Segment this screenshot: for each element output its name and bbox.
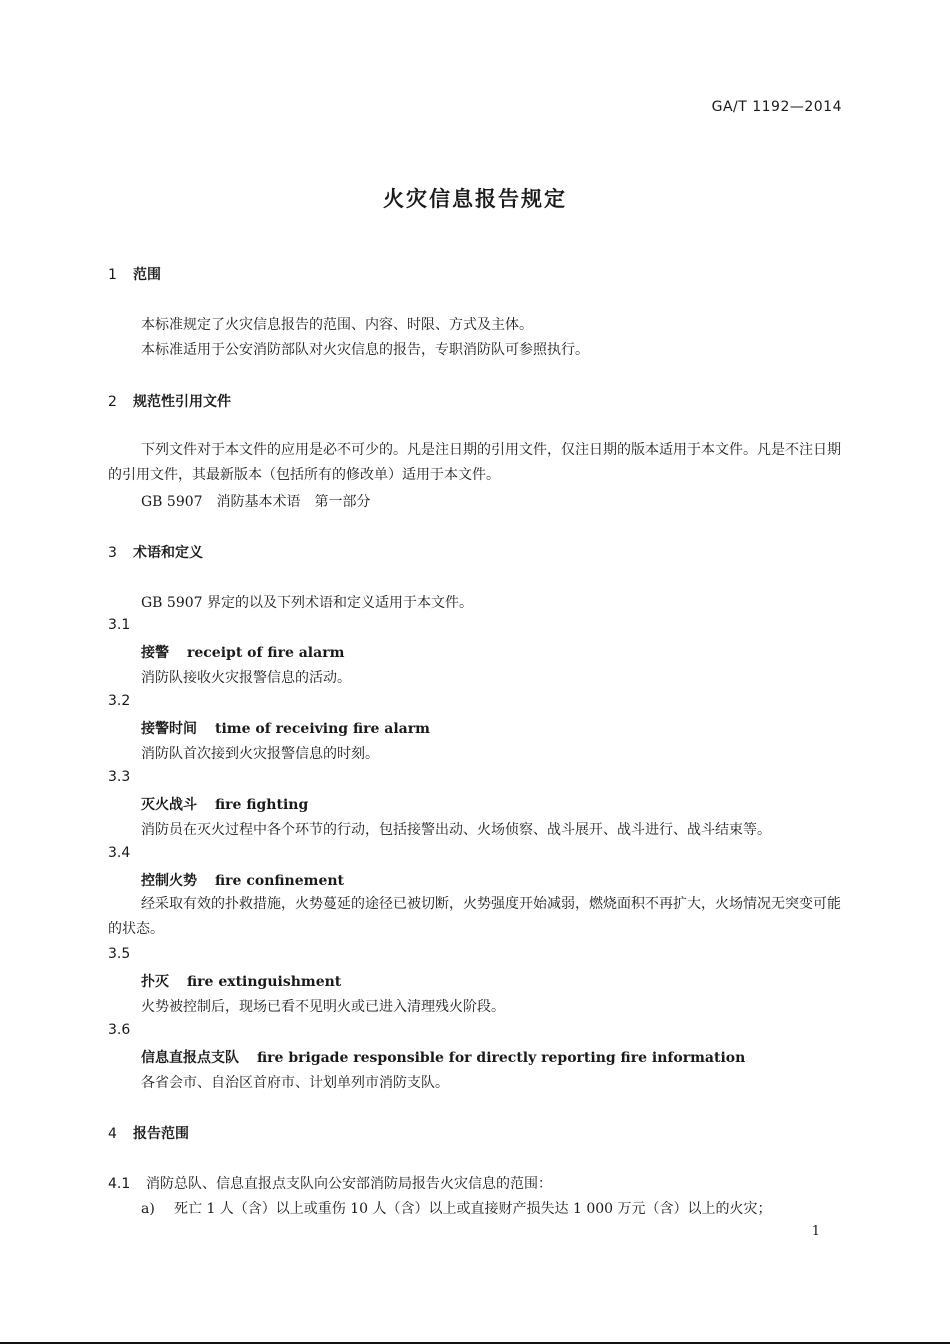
- term-zh: 灭火战斗: [141, 797, 197, 813]
- term-heading: [141, 794, 308, 814]
- clause-4-1: [108, 1173, 552, 1193]
- term-number: 3.3: [108, 769, 131, 785]
- term-number: 3.4: [108, 845, 131, 861]
- list-item-label: a): [141, 1201, 155, 1217]
- section-3-heading: [108, 542, 203, 562]
- page-title: 火灾信息报告规定: [383, 187, 567, 211]
- term-heading: [141, 1047, 745, 1067]
- standard-number: GA/T 1192—2014: [711, 99, 842, 115]
- section-number: 2: [108, 394, 117, 410]
- clause-number: 4.1: [108, 1176, 131, 1192]
- term-definition: 各省会市、自治区首府市、计划单列市消防支队。: [141, 1075, 449, 1091]
- term-definition: 经采取有效的扑救措施，火势蔓延的途径已被切断，火势强度开始减弱，燃烧面积不再扩大，火场情况无突变可能的状态。: [108, 896, 841, 937]
- term-en: receipt of fire alarm: [187, 645, 345, 661]
- term-zh: 接警: [141, 645, 169, 661]
- term-heading: [141, 642, 344, 662]
- term-heading: [141, 971, 341, 991]
- paragraph: GB 5907 界定的以及下列术语和定义适用于本文件。: [141, 595, 473, 611]
- term-number: 3.6: [108, 1022, 131, 1038]
- term-number: 3.2: [108, 693, 131, 709]
- term-definition: 消防队接收火灾报警信息的活动。: [141, 670, 351, 686]
- term-definition: 火势被控制后，现场已看不见明火或已进入清理残火阶段。: [141, 999, 505, 1015]
- section-number: 1: [108, 267, 117, 283]
- term-en: fire confinement: [215, 873, 345, 889]
- term-en: fire extinguishment: [187, 974, 342, 990]
- section-number: 3: [108, 545, 117, 561]
- section-title: 范围: [133, 267, 161, 283]
- section-title: 报告范围: [133, 1126, 189, 1142]
- paragraph: 本标准规定了火灾信息报告的范围、内容、时限、方式及主体。: [141, 317, 533, 333]
- term-zh: 扑灭: [141, 974, 169, 990]
- term-heading: [141, 718, 430, 738]
- paragraph: 本标准适用于公安消防部队对火灾信息的报告，专职消防队可参照执行。: [141, 342, 589, 358]
- section-title: 术语和定义: [133, 545, 203, 561]
- term-number: 3.1: [108, 617, 131, 633]
- term-en: time of receiving fire alarm: [215, 721, 430, 737]
- page-number: 1: [811, 1224, 820, 1239]
- term-zh: 接警时间: [141, 721, 197, 737]
- clause-text: 消防总队、信息直报点支队向公安部消防局报告火灾信息的范围：: [146, 1176, 552, 1192]
- term-zh: 信息直报点支队: [141, 1050, 239, 1066]
- section-title: 规范性引用文件: [133, 394, 231, 410]
- term-number: 3.5: [108, 946, 131, 962]
- section-4-heading: [108, 1123, 189, 1143]
- section-1-heading: [108, 264, 161, 284]
- term-heading: [141, 870, 344, 890]
- paragraph: 下列文件对于本文件的应用是必不可少的。凡是注日期的引用文件，仅注日期的版本适用于本文件。凡是不注日期的引用文件，其最新版本（包括所有的修改单）适用于本文件。: [108, 442, 841, 483]
- section-number: 4: [108, 1126, 117, 1142]
- term-en: fire fighting: [215, 797, 309, 813]
- list-item-text: 死亡 1 人（含）以上或重伤 10 人（含）以上或直接财产损失达 1 000 万元（含）以上的火灾；: [174, 1201, 772, 1217]
- term-definition: 消防员在灭火过程中各个环节的行动，包括接警出动、火场侦察、战斗展开、战斗进行、战斗结束等。: [141, 822, 771, 838]
- list-item: [141, 1198, 772, 1218]
- term-definition: 消防队首次接到火灾报警信息的时刻。: [141, 746, 379, 762]
- section-2-heading: [108, 391, 231, 411]
- normative-reference: GB 5907 消防基本术语 第一部分: [141, 494, 371, 510]
- term-en: fire brigade responsible for directly reporting fire information: [257, 1050, 746, 1066]
- term-zh: 控制火势: [141, 873, 197, 889]
